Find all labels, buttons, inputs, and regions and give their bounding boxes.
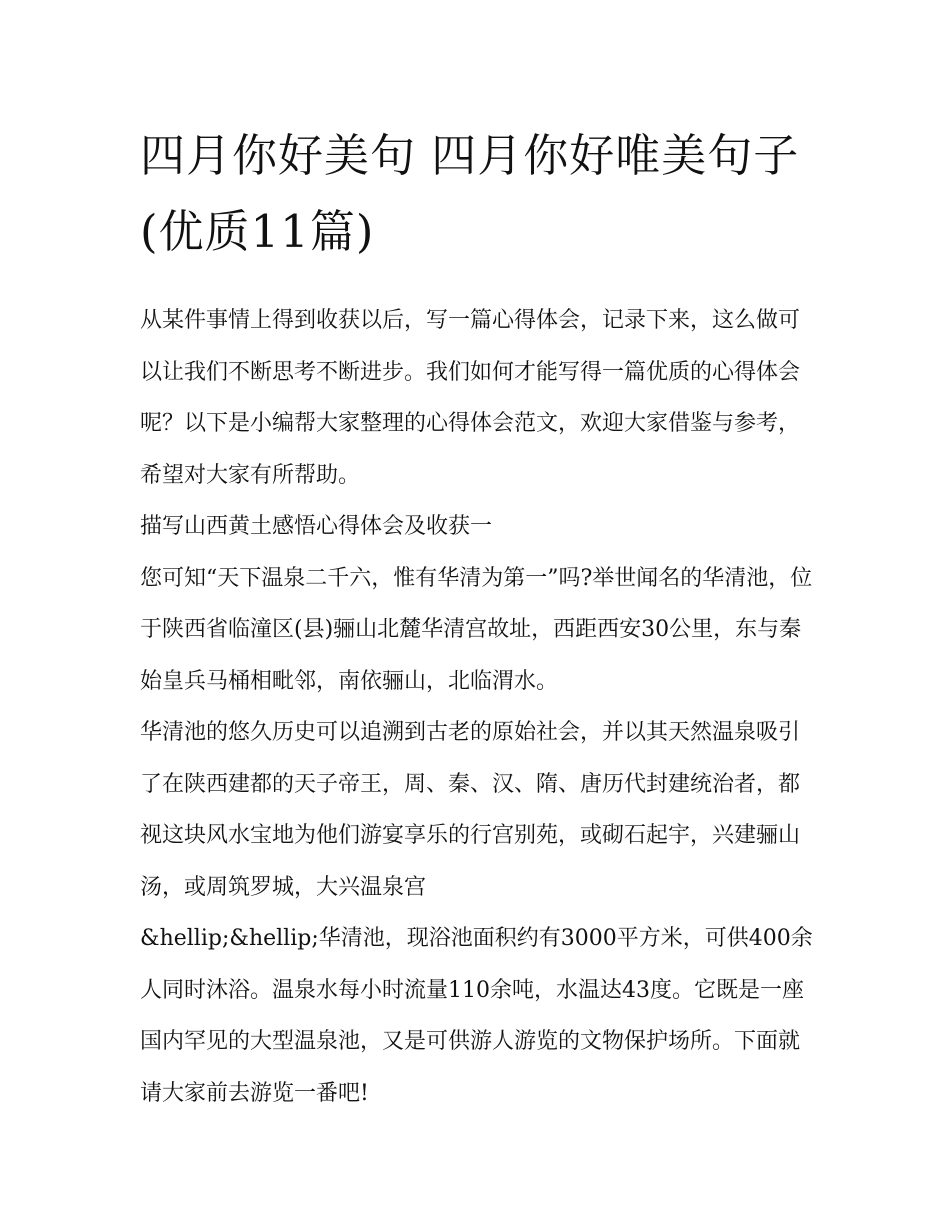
- body-paragraph: 您可知“天下温泉二千六，惟有华清为第一”吗?举世闻名的华清池，位于陕西省临潼区(县)骊山北麓华清宫故址，西距西安30公里，东与秦始皇兵马桶相毗邻，南依骊山，北临渭水。: [140, 565, 813, 694]
- section-heading: 描写山西黄土感悟心得体会及收获一: [140, 514, 493, 539]
- document-body: [140, 295, 815, 1119]
- body-paragraph: 华清池的悠久历史可以追溯到古老的原始社会，并以其天然温泉吸引了在陕西建都的天子帝王，周、秦、汉、隋、唐历代封建统治者，都视这块风水宝地为他们游宴享乐的行宫别苑，或砌石起宇，兴建骊山汤，或周筑罗城，大兴温泉宫: [140, 720, 801, 900]
- body-paragraph: &hellip;&hellip;华清池，现浴池面积约有3000平方米，可供400余人同时沐浴。温泉水每小时流量110余吨，水温达43度。它既是一座国内罕见的大型温泉池，又是可供游人游览的文物保护场所。下面就请大家前去游览一番吧!: [140, 926, 813, 1106]
- document-page: [140, 118, 815, 1119]
- document-title: 四月你好美句 四月你好唯美句子(优质11篇): [140, 129, 800, 258]
- intro-paragraph: 从某件事情上得到收获以后，写一篇心得体会，记录下来，这么做可以让我们不断思考不断进步。我们如何才能写得一篇优质的心得体会呢？以下是小编帮大家整理的心得体会范文，欢迎大家借鉴与参考，希望对大家有所帮助。: [140, 308, 801, 488]
